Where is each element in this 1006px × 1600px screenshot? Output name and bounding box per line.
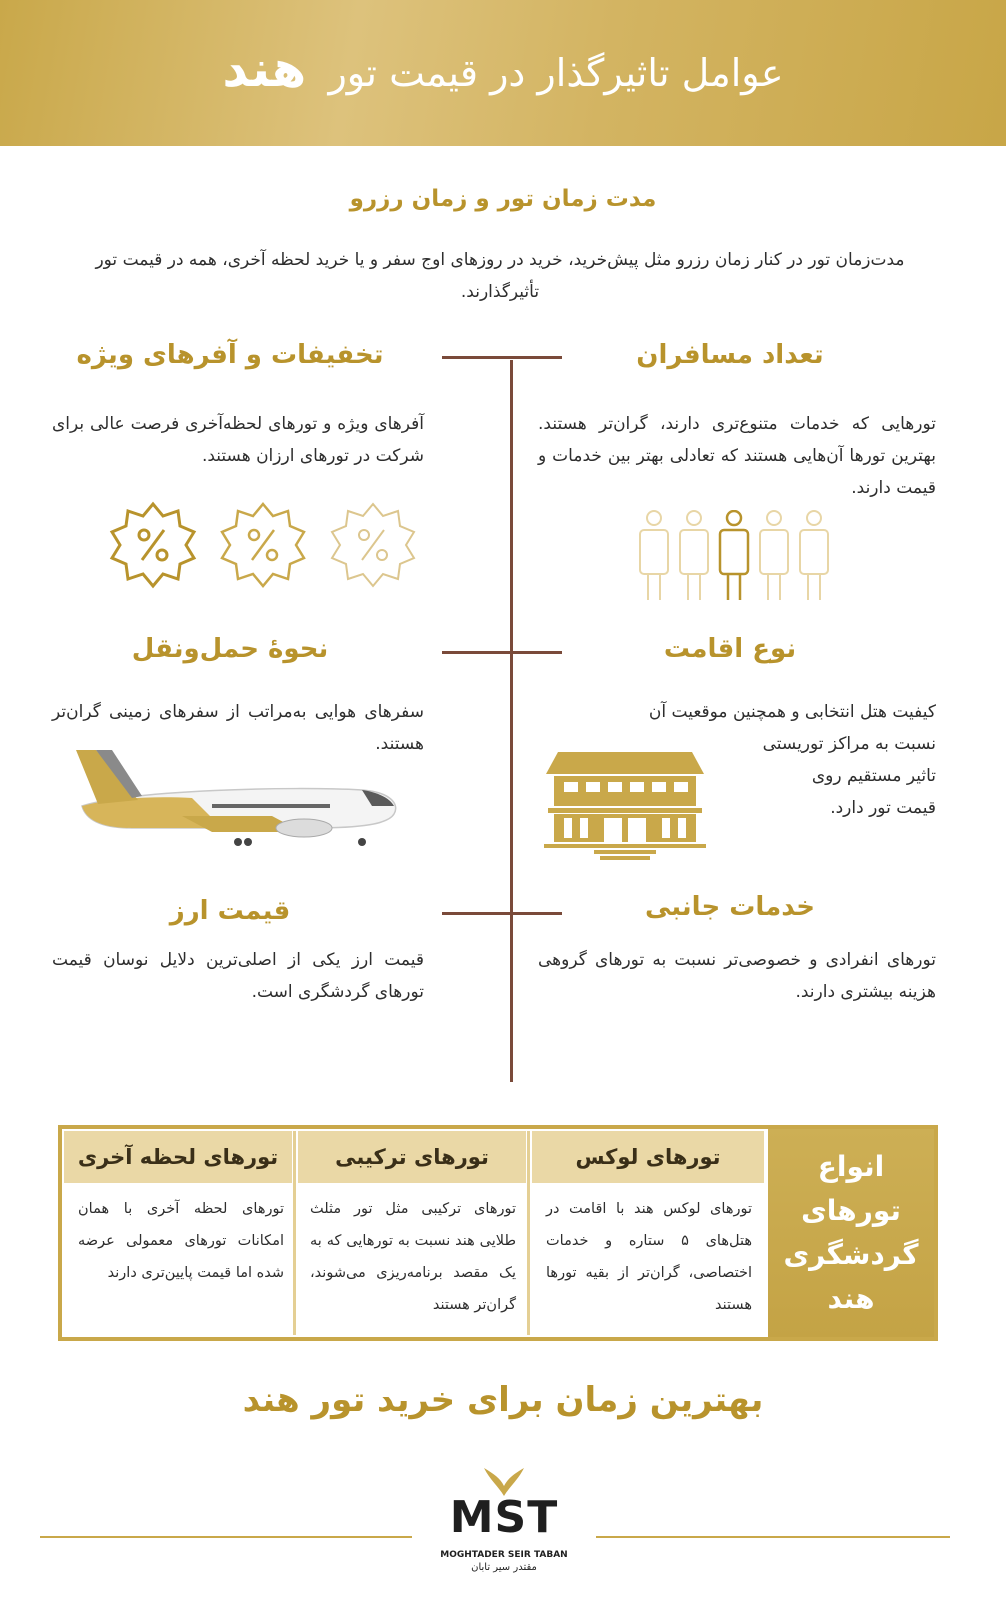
logo-name-en: MOGHTADER SEIR TABAN <box>440 1550 568 1560</box>
discount-badge-icon <box>108 500 420 590</box>
footer-divider <box>40 1536 412 1538</box>
accommodation-line: قیمت تور دارد. <box>830 798 936 818</box>
company-logo <box>436 1466 572 1576</box>
tour-types-heading-line: گردشگری <box>783 1238 919 1271</box>
accommodation-line: تاثیر مستقیم روی <box>811 766 936 786</box>
footer-divider <box>596 1536 950 1538</box>
hotel-icon <box>544 752 706 864</box>
services-title: خدمات جانبی <box>645 892 815 922</box>
timeline-connector <box>442 912 562 915</box>
currency-text: قیمت ارز یکی از اصلی‌ترین دلایل نوسان قیمت تورهای گردشگری است. <box>52 950 424 1002</box>
currency-title: قیمت ارز <box>169 896 291 926</box>
header-banner <box>0 0 1006 146</box>
discounts-text: آفرهای ویژه و تورهای لحظه‌آخری فرصت عالی برای شرکت در تورهای ارزان هستند. <box>52 414 424 466</box>
lastminute-tours-header: تورهای لحظه آخری <box>64 1131 292 1183</box>
tour-types-heading-line: انواع <box>817 1150 885 1183</box>
accommodation-title: نوع اقامت <box>663 634 797 664</box>
page-title <box>0 40 1006 98</box>
column-divider <box>293 1131 296 1335</box>
tour-types-table <box>58 1125 938 1341</box>
tour-types-heading-line: تورهای <box>801 1194 901 1227</box>
intro-text: مدت‌زمان تور در کنار زمان رزرو مثل پیش‌خرید، خرید در روزهای اوج سفر و یا خرید لحظه آخری، همه در قیمت تور تأثیرگذارند. <box>95 250 905 302</box>
timeline-connector <box>442 356 562 359</box>
logo-name-fa: مقتدر سیر تابان <box>471 1562 537 1573</box>
travelers-title: تعداد مسافران <box>636 340 824 370</box>
services-text: تورهای انفرادی و خصوصی‌تر نسبت به تورهای گروهی هزینه بیشتری دارند. <box>538 950 936 1002</box>
best-time-heading: بهترین زمان برای خرید تور هند <box>242 1380 764 1420</box>
timeline-vertical-line <box>510 360 513 1082</box>
combined-tours-text: تورهای ترکیبی مثل تور مثلث طلایی هند نسبت به تورهایی که به یک مقصد برنامه‌ریزی می‌شوند، گران‌تر هستند <box>310 1201 516 1313</box>
luxury-tours-text: تورهای لوکس هند با اقامت در هتل‌های ۵ ستاره و خدمات اختصاصی، گران‌تر از بقیه تورها هستند <box>546 1201 752 1313</box>
lastminute-tours-text: تورهای لحظه آخری با همان امکانات تورهای معمولی عرضه شده اما قیمت پایین‌تری دارند <box>78 1201 284 1281</box>
discounts-title: تخفیفات و آفرهای ویژه <box>76 340 384 370</box>
accommodation-line: کیفیت هتل انتخابی و همچنین موقعیت آن <box>648 702 936 722</box>
column-divider <box>527 1131 530 1335</box>
timeline-connector <box>442 651 562 654</box>
transport-text: سفرهای هوایی به‌مراتب از سفرهای زمینی گران‌تر هستند. <box>52 702 424 754</box>
airplane-icon <box>72 746 402 850</box>
accommodation-line: نسبت به مراکز توریستی <box>762 734 936 754</box>
transport-title: نحوهٔ حمل‌ونقل <box>131 634 329 664</box>
luxury-tours-header: تورهای لوکس <box>532 1131 764 1183</box>
intro-title: مدت زمان تور و زمان رزرو <box>349 186 657 212</box>
tour-types-heading <box>768 1129 934 1337</box>
people-icon <box>638 510 834 602</box>
page-title-text: عوامل تاثیرگذار در قیمت تور <box>328 51 784 95</box>
logo-mark: MST <box>449 1492 559 1543</box>
tour-types-heading-line: هند <box>827 1282 875 1315</box>
page-title-emphasis: هند <box>222 40 307 98</box>
travelers-text: تورهایی که خدمات متنوع‌تری دارند، گران‌تر هستند. بهترین تورها آن‌هایی هستند که تعادلی بهتر بین خدمات و قیمت دارند. <box>538 414 936 498</box>
combined-tours-header: تورهای ترکیبی <box>298 1131 526 1183</box>
